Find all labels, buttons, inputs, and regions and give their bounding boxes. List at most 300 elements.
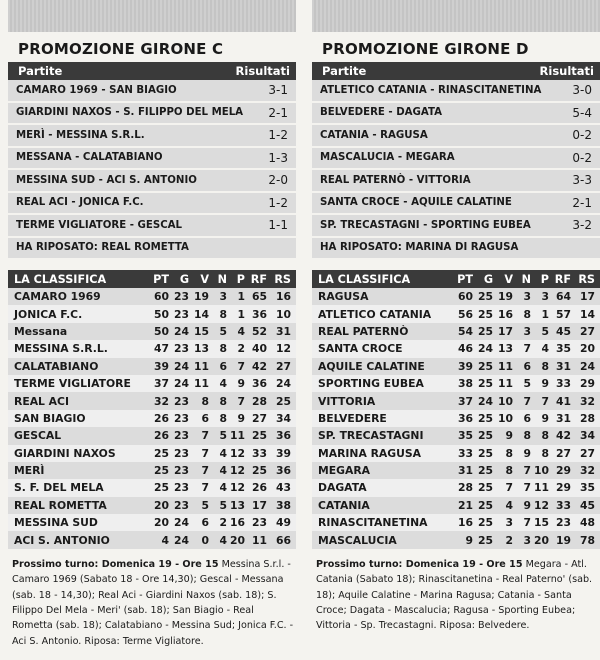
match-teams: REAL ACI - JONICA F.C.	[16, 197, 144, 209]
section-title: PROMOZIONE GIRONE D	[322, 40, 529, 58]
stat-cell: 54	[445, 323, 473, 340]
team-name: RINASCITANETINA	[312, 514, 445, 531]
standings-col-v: V	[189, 270, 209, 288]
next-round-label: Prossimo turno: Domenica 19 - Ore 15	[12, 558, 219, 570]
stat-cell: 8	[189, 392, 209, 409]
stat-cell: 31	[549, 410, 571, 427]
match-score: 3-0	[572, 83, 592, 98]
matches-header	[312, 62, 600, 80]
stat-cell: 24	[169, 323, 189, 340]
match-row	[312, 80, 600, 103]
stat-cell: 20	[531, 531, 549, 548]
stat-cell: 17	[571, 288, 600, 305]
stat-cell: 60	[445, 288, 473, 305]
stat-cell: 3	[513, 531, 531, 548]
stat-cell: 4	[209, 479, 227, 496]
team-name: MERÌ	[8, 462, 141, 479]
stat-cell: 8	[493, 445, 513, 462]
stat-cell: 7	[227, 358, 245, 375]
stat-cell: 66	[267, 531, 296, 548]
stat-cell: 23	[169, 462, 189, 479]
standings-row	[312, 514, 600, 531]
stat-cell: 25	[141, 462, 169, 479]
stat-cell: 35	[571, 479, 600, 496]
match-row	[8, 103, 296, 126]
stat-cell: 25	[473, 531, 493, 548]
stat-cell: 37	[445, 392, 473, 409]
standings-row	[8, 497, 296, 514]
stat-cell: 5	[513, 375, 531, 392]
girone-c-column	[8, 0, 296, 649]
stat-cell: 57	[549, 305, 571, 322]
team-name: AQUILE CALATINE	[312, 358, 445, 375]
stat-cell: 24	[267, 375, 296, 392]
match-teams: MASCALUCIA - MEGARA	[320, 152, 455, 164]
stat-cell: 25	[267, 392, 296, 409]
match-score: 0-2	[572, 128, 592, 143]
stat-cell: 2	[493, 531, 513, 548]
stat-cell: 9	[227, 410, 245, 427]
stat-cell: 23	[169, 410, 189, 427]
stat-cell: 7	[189, 427, 209, 444]
standings-row	[312, 531, 600, 548]
match-teams: MESSANA - CALATABIANO	[16, 152, 163, 164]
stat-cell: 27	[571, 445, 600, 462]
stat-cell: 32	[571, 462, 600, 479]
match-score: 0-2	[572, 150, 592, 165]
stat-cell: 8	[209, 340, 227, 357]
stat-cell: 8	[513, 305, 531, 322]
stat-cell: 27	[267, 358, 296, 375]
stat-cell: 27	[571, 323, 600, 340]
match-teams: GIARDINI NAXOS - S. FILIPPO DEL MELA	[16, 107, 244, 119]
stat-cell: 9	[531, 410, 549, 427]
stat-cell: 11	[493, 358, 513, 375]
stat-cell: 23	[169, 427, 189, 444]
stat-cell: 7	[227, 392, 245, 409]
match-row	[8, 80, 296, 103]
stat-cell: 36	[245, 305, 267, 322]
stat-cell: 25	[473, 288, 493, 305]
stat-cell: 23	[245, 514, 267, 531]
stat-cell: 13	[493, 340, 513, 357]
stat-cell: 4	[493, 497, 513, 514]
stat-cell: 29	[549, 479, 571, 496]
stat-cell: 4	[209, 462, 227, 479]
team-name: MARINA RAGUSA	[312, 445, 445, 462]
standings-table	[8, 270, 296, 549]
stat-cell: 25	[141, 445, 169, 462]
matches-header-label: Partite	[322, 64, 367, 78]
stat-cell: 25	[473, 375, 493, 392]
stat-cell: 19	[189, 288, 209, 305]
rest-note	[312, 238, 600, 261]
stat-cell: 14	[571, 305, 600, 322]
stat-cell: 25	[473, 497, 493, 514]
standings-row	[312, 340, 600, 357]
stat-cell: 16	[227, 514, 245, 531]
stat-cell: 1	[227, 305, 245, 322]
stat-cell: 10	[531, 462, 549, 479]
stat-cell: 45	[571, 497, 600, 514]
stat-cell: 11	[189, 358, 209, 375]
stat-cell: 17	[493, 323, 513, 340]
stat-cell: 24	[169, 531, 189, 548]
stat-cell: 32	[141, 392, 169, 409]
standings-row	[8, 479, 296, 496]
team-name: BELVEDERE	[312, 410, 445, 427]
stat-cell: 8	[209, 305, 227, 322]
stat-cell: 33	[549, 497, 571, 514]
stat-cell: 11	[245, 531, 267, 548]
standings-row	[8, 531, 296, 548]
stat-cell: 23	[169, 497, 189, 514]
stat-cell: 6	[189, 410, 209, 427]
stat-cell: 7	[513, 462, 531, 479]
stat-cell: 7	[189, 462, 209, 479]
stat-cell: 24	[473, 340, 493, 357]
stat-cell: 7	[189, 479, 209, 496]
rest-text: HA RIPOSATO: MARINA DI RAGUSA	[320, 242, 519, 254]
team-name: VITTORIA	[312, 392, 445, 409]
header-band	[312, 0, 600, 32]
stat-cell: 5	[189, 497, 209, 514]
stat-cell: 36	[445, 410, 473, 427]
team-name: MESSINA S.R.L.	[8, 340, 141, 357]
standings-row	[312, 392, 600, 409]
stat-cell: 8	[531, 358, 549, 375]
stat-cell: 5	[209, 427, 227, 444]
standings-row	[312, 479, 600, 496]
standings-row	[8, 410, 296, 427]
match-score: 2-1	[268, 105, 288, 120]
standings-row	[8, 323, 296, 340]
stat-cell: 4	[209, 445, 227, 462]
stat-cell: 36	[245, 375, 267, 392]
stat-cell: 33	[549, 375, 571, 392]
stat-cell: 29	[571, 375, 600, 392]
stat-cell: 0	[189, 531, 209, 548]
match-score: 2-0	[268, 173, 288, 188]
match-teams: MESSINA SUD - ACI S. ANTONIO	[16, 174, 197, 186]
stat-cell: 35	[445, 427, 473, 444]
stat-cell: 16	[267, 288, 296, 305]
standings-row	[312, 323, 600, 340]
match-row	[8, 215, 296, 238]
team-name: SP. TRECASTAGNI	[312, 427, 445, 444]
next-round	[8, 557, 296, 649]
stat-cell: 7	[513, 340, 531, 357]
stat-cell: 13	[227, 497, 245, 514]
match-teams: ATLETICO CATANIA - RINASCITANETINA	[320, 84, 542, 96]
standings-row	[8, 514, 296, 531]
match-row	[8, 170, 296, 193]
stat-cell: 24	[473, 392, 493, 409]
match-teams: SANTA CROCE - AQUILE CALATINE	[320, 197, 512, 209]
stat-cell: 8	[531, 445, 549, 462]
stat-cell: 25	[473, 514, 493, 531]
stat-cell: 8	[209, 410, 227, 427]
stat-cell: 10	[267, 305, 296, 322]
standings-col-rf: RF	[549, 270, 571, 288]
stat-cell: 12	[227, 445, 245, 462]
stat-cell: 35	[549, 340, 571, 357]
stat-cell: 2	[227, 340, 245, 357]
matches-header-result: Risultati	[539, 64, 594, 78]
stat-cell: 4	[141, 531, 169, 548]
match-score: 1-2	[268, 128, 288, 143]
stat-cell: 8	[513, 427, 531, 444]
matches-header-result: Risultati	[235, 64, 290, 78]
team-name: JONICA F.C.	[8, 305, 141, 322]
stat-cell: 13	[189, 340, 209, 357]
stat-cell: 20	[141, 514, 169, 531]
stat-cell: 10	[493, 410, 513, 427]
matches-list	[8, 80, 296, 238]
stat-cell: 25	[473, 323, 493, 340]
matches-header	[8, 62, 296, 80]
standings-row	[8, 427, 296, 444]
standings-row	[312, 288, 600, 305]
standings-col-g: G	[169, 270, 189, 288]
stat-cell: 21	[445, 497, 473, 514]
stat-cell: 33	[245, 445, 267, 462]
standings-col-pt: PT	[445, 270, 473, 288]
team-name: GIARDINI NAXOS	[8, 445, 141, 462]
stat-cell: 11	[493, 375, 513, 392]
team-name: SAN BIAGIO	[8, 410, 141, 427]
team-name: MESSINA SUD	[8, 514, 141, 531]
stat-cell: 3	[531, 288, 549, 305]
stat-cell: 23	[169, 288, 189, 305]
stat-cell: 2	[209, 514, 227, 531]
stat-cell: 7	[493, 479, 513, 496]
stat-cell: 9	[227, 375, 245, 392]
section-title: PROMOZIONE GIRONE C	[18, 40, 224, 58]
team-name: Messana	[8, 323, 141, 340]
stat-cell: 11	[227, 427, 245, 444]
stat-cell: 8	[493, 462, 513, 479]
standings-table	[312, 270, 600, 549]
stat-cell: 4	[531, 340, 549, 357]
matches-list	[312, 80, 600, 238]
standings-row	[8, 392, 296, 409]
stat-cell: 17	[245, 497, 267, 514]
match-row	[312, 193, 600, 216]
stat-cell: 1	[531, 305, 549, 322]
stat-cell: 42	[245, 358, 267, 375]
stat-cell: 50	[141, 323, 169, 340]
stat-cell: 5	[209, 323, 227, 340]
team-name: REAL ACI	[8, 392, 141, 409]
match-teams: CATANIA - RAGUSA	[320, 129, 428, 141]
team-name: S. F. DEL MELA	[8, 479, 141, 496]
standings-col-p: P	[531, 270, 549, 288]
team-name: MEGARA	[312, 462, 445, 479]
stat-cell: 23	[169, 305, 189, 322]
stat-cell: 31	[267, 323, 296, 340]
stat-cell: 27	[245, 410, 267, 427]
match-teams: CAMARO 1969 - SAN BIAGIO	[16, 84, 177, 96]
standings-col-la-classifica: LA CLASSIFICA	[8, 270, 141, 288]
stat-cell: 48	[571, 514, 600, 531]
standings-row	[312, 427, 600, 444]
stat-cell: 4	[209, 375, 227, 392]
team-name: SANTA CROCE	[312, 340, 445, 357]
stat-cell: 32	[571, 392, 600, 409]
match-score: 2-1	[572, 195, 592, 210]
standings-row	[312, 445, 600, 462]
match-row	[312, 215, 600, 238]
stat-cell: 46	[445, 340, 473, 357]
team-name: DAGATA	[312, 479, 445, 496]
team-name: CAMARO 1969	[8, 288, 141, 305]
stat-cell: 36	[267, 462, 296, 479]
standings-col-n: N	[513, 270, 531, 288]
standings-row	[8, 288, 296, 305]
match-teams: TERME VIGLIATORE - GESCAL	[16, 219, 183, 231]
stat-cell: 3	[513, 288, 531, 305]
standings-row	[312, 410, 600, 427]
team-name: TERME VIGLIATORE	[8, 375, 141, 392]
standings-row	[8, 340, 296, 357]
stat-cell: 25	[245, 427, 267, 444]
stat-cell: 25	[473, 358, 493, 375]
match-row	[312, 103, 600, 126]
stat-cell: 28	[245, 392, 267, 409]
standings-row	[312, 497, 600, 514]
stat-cell: 49	[267, 514, 296, 531]
stat-cell: 10	[493, 392, 513, 409]
match-row	[8, 148, 296, 171]
stat-cell: 20	[227, 531, 245, 548]
stat-cell: 36	[267, 427, 296, 444]
stat-cell: 20	[571, 340, 600, 357]
next-round-text: Messina S.r.l. - Camaro 1969 (Sabato 18 - Ore 14,30); Gescal - Messana (sab. 18 - 14,30); Real Aci - Giardini Naxos (sab. 18); S. Filippo Del Mela - Meri' (sab. 18); San Biagio - Real Rometta (sab. 18); Calatabiano - Messina Sud; Jonica F.C. - Aci S. Antonio. Riposa: Terme Vigliatore.	[12, 558, 294, 647]
standings-row	[8, 462, 296, 479]
stat-cell: 9	[513, 445, 531, 462]
stat-cell: 3	[493, 514, 513, 531]
stat-cell: 60	[141, 288, 169, 305]
stat-cell: 11	[189, 375, 209, 392]
standings-row	[8, 305, 296, 322]
stat-cell: 16	[493, 305, 513, 322]
standings-row	[8, 445, 296, 462]
match-row	[8, 125, 296, 148]
standings-row	[312, 462, 600, 479]
stat-cell: 15	[189, 323, 209, 340]
stat-cell: 24	[169, 358, 189, 375]
standings-col-n: N	[209, 270, 227, 288]
stat-cell: 47	[141, 340, 169, 357]
stat-cell: 27	[549, 445, 571, 462]
standings-col-pt: PT	[141, 270, 169, 288]
stat-cell: 23	[169, 340, 189, 357]
team-name: REAL PATERNÒ	[312, 323, 445, 340]
stat-cell: 39	[445, 358, 473, 375]
team-name: ATLETICO CATANIA	[312, 305, 445, 322]
stat-cell: 23	[169, 392, 189, 409]
stat-cell: 29	[549, 462, 571, 479]
stat-cell: 31	[445, 462, 473, 479]
stat-cell: 28	[571, 410, 600, 427]
stat-cell: 3	[513, 323, 531, 340]
stat-cell: 26	[141, 427, 169, 444]
stat-cell: 25	[141, 479, 169, 496]
team-name: RAGUSA	[312, 288, 445, 305]
stat-cell: 12	[227, 479, 245, 496]
rest-text: HA RIPOSATO: REAL ROMETTA	[16, 242, 189, 254]
stat-cell: 24	[169, 375, 189, 392]
stat-cell: 45	[549, 323, 571, 340]
stat-cell: 33	[445, 445, 473, 462]
stat-cell: 42	[549, 427, 571, 444]
stat-cell: 26	[141, 410, 169, 427]
stat-cell: 41	[549, 392, 571, 409]
stat-cell: 6	[513, 410, 531, 427]
stat-cell: 12	[531, 497, 549, 514]
stat-cell: 6	[209, 358, 227, 375]
stat-cell: 23	[169, 445, 189, 462]
stat-cell: 9	[445, 531, 473, 548]
stat-cell: 43	[267, 479, 296, 496]
standings-col-p: P	[227, 270, 245, 288]
stat-cell: 7	[513, 392, 531, 409]
stat-cell: 7	[531, 392, 549, 409]
team-name: CATANIA	[312, 497, 445, 514]
stat-cell: 20	[141, 497, 169, 514]
stat-cell: 3	[209, 288, 227, 305]
stat-cell: 34	[571, 427, 600, 444]
stat-cell: 7	[189, 445, 209, 462]
stat-cell: 15	[531, 514, 549, 531]
team-name: SPORTING EUBEA	[312, 375, 445, 392]
standings-row	[8, 358, 296, 375]
match-row	[312, 170, 600, 193]
match-row	[312, 148, 600, 171]
team-name: REAL ROMETTA	[8, 497, 141, 514]
standings-col-la-classifica: LA CLASSIFICA	[312, 270, 445, 288]
stat-cell: 64	[549, 288, 571, 305]
header-band	[8, 0, 296, 32]
stat-cell: 12	[227, 462, 245, 479]
stat-cell: 52	[245, 323, 267, 340]
stat-cell: 19	[493, 288, 513, 305]
stat-cell: 25	[473, 462, 493, 479]
stat-cell: 16	[445, 514, 473, 531]
match-teams: SP. TRECASTAGNI - SPORTING EUBEA	[320, 219, 531, 231]
match-teams: REAL PATERNÒ - VITTORIA	[320, 174, 471, 186]
stat-cell: 7	[513, 479, 531, 496]
girone-d-column	[312, 0, 600, 634]
team-name: MASCALUCIA	[312, 531, 445, 548]
stat-cell: 40	[245, 340, 267, 357]
stat-cell: 23	[169, 479, 189, 496]
match-score: 3-2	[572, 218, 592, 233]
stat-cell: 5	[209, 497, 227, 514]
stat-cell: 9	[493, 427, 513, 444]
standings-row	[312, 375, 600, 392]
stat-cell: 12	[267, 340, 296, 357]
match-teams: BELVEDERE - DAGATA	[320, 107, 443, 119]
match-score: 1-2	[268, 195, 288, 210]
stat-cell: 78	[571, 531, 600, 548]
next-round-text: Megara - Atl. Catania (Sabato 18); Rinascitanetina - Real Paterno' (sab. 18); Aquile Calatine - Marina Ragusa; Catania - Santa Croce; Dagata - Mascalucia; Ragusa - Sporting Eubea; Vittoria - Sp. Trecastagni. Riposa: Belvedere.	[316, 558, 593, 632]
standings-row	[312, 358, 600, 375]
match-row	[8, 193, 296, 216]
stat-cell: 4	[209, 531, 227, 548]
rest-note	[8, 238, 296, 261]
